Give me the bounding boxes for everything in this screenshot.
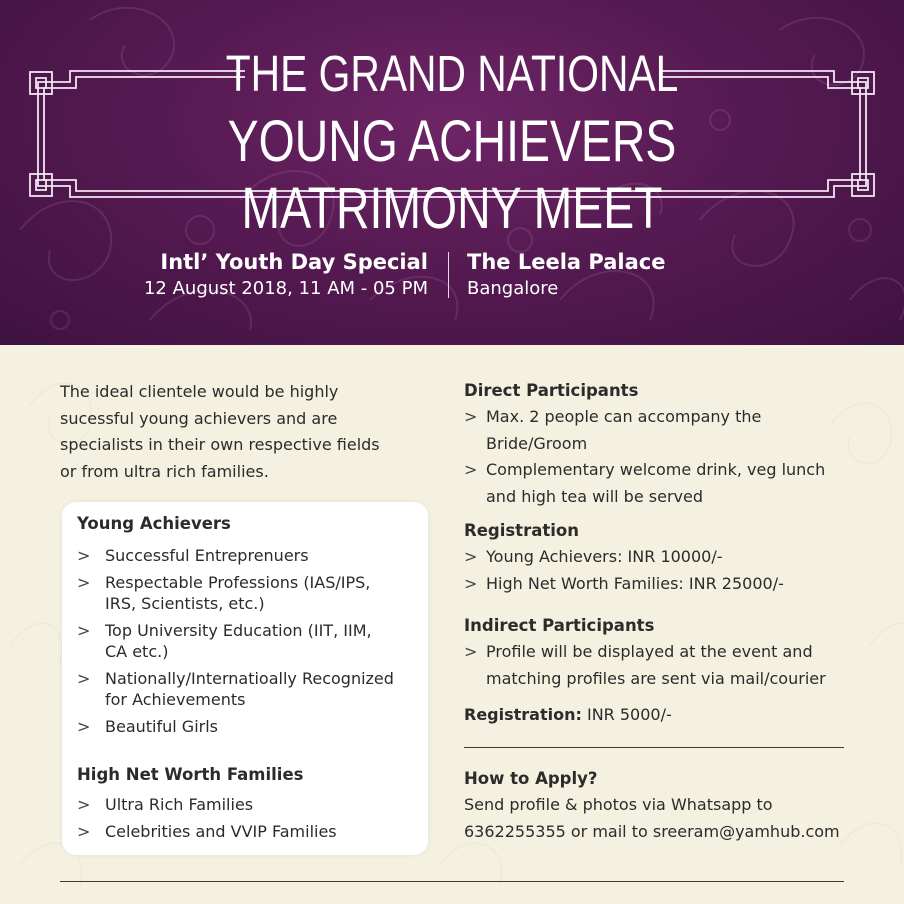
chevron-right-icon: > bbox=[464, 547, 478, 566]
list-item: > Ultra Rich Families bbox=[77, 795, 254, 814]
eligibility-card bbox=[62, 502, 428, 855]
event-occasion-block bbox=[144, 247, 428, 301]
indirect-participants-list bbox=[464, 639, 854, 692]
list-item: > Profile will be displayed at the event and matching profiles are sent via mail/courier bbox=[464, 639, 854, 692]
list-item: > Top University Education (IIT, IIM, CA etc.) bbox=[77, 621, 372, 661]
young-achievers-list bbox=[77, 545, 422, 743]
apply-instruction-line: Send profile & photos via Whatsapp to bbox=[464, 795, 773, 814]
intro-line: The ideal clientele would be highly bbox=[60, 382, 339, 401]
list-item: > High Net Worth Families: INR 25000/- bbox=[464, 571, 854, 598]
apply-contact-line: 6362255355 or mail to sreeram@yamhub.com bbox=[464, 821, 840, 841]
event-title-line-1: THE GRAND NATIONAL bbox=[225, 45, 679, 102]
indirect-participants-section bbox=[464, 613, 854, 729]
chevron-right-icon: > bbox=[77, 621, 91, 640]
chevron-right-icon: > bbox=[464, 407, 478, 426]
chevron-right-icon: > bbox=[77, 546, 91, 565]
direct-participants-heading: Direct Participants bbox=[464, 381, 639, 400]
intro-line: sucessful young achievers and are bbox=[60, 408, 338, 428]
indirect-registration-value: INR 5000/- bbox=[581, 705, 672, 724]
chevron-right-icon: > bbox=[77, 822, 91, 841]
chevron-right-icon: > bbox=[464, 460, 478, 479]
venue-city: Bangalore bbox=[467, 278, 559, 299]
chevron-right-icon: > bbox=[77, 669, 91, 688]
chevron-right-icon: > bbox=[77, 795, 91, 814]
list-item: > Complementary welcome drink, veg lunch and high tea will be served bbox=[464, 457, 854, 510]
how-to-apply-section bbox=[464, 766, 854, 845]
chevron-right-icon: > bbox=[77, 717, 91, 736]
event-venue-block bbox=[467, 247, 665, 301]
event-title-line-2: YOUNG ACHIEVERS MATRIMONY MEET bbox=[227, 109, 677, 241]
list-item: > Young Achievers: INR 10000/- bbox=[464, 544, 854, 571]
intro-paragraph bbox=[60, 379, 420, 485]
how-to-apply-heading: How to Apply? bbox=[464, 769, 598, 788]
chevron-right-icon: > bbox=[464, 573, 478, 593]
indirect-registration-label: Registration: bbox=[464, 705, 582, 724]
indirect-participants-heading: Indirect Participants bbox=[464, 616, 655, 635]
registration-list bbox=[464, 544, 854, 597]
intro-line: specialists in their own respective fields bbox=[60, 435, 380, 454]
venue-name: The Leela Palace bbox=[467, 250, 666, 274]
event-date-time: 12 August 2018, 11 AM - 05 PM bbox=[143, 278, 428, 299]
hnw-families-list bbox=[77, 794, 422, 848]
direct-participants-section bbox=[464, 378, 854, 510]
event-occasion-name: Intl’ Youth Day Special bbox=[160, 250, 428, 274]
hnw-families-heading: High Net Worth Families bbox=[77, 765, 304, 784]
header-vertical-divider bbox=[448, 252, 449, 298]
section-divider bbox=[464, 747, 844, 748]
registration-heading: Registration bbox=[464, 521, 579, 540]
chevron-right-icon: > bbox=[77, 573, 91, 592]
intro-line: or from ultra rich families. bbox=[60, 461, 269, 481]
list-item: > Successful Entreprenuers bbox=[77, 546, 309, 565]
young-achievers-heading: Young Achievers bbox=[77, 514, 231, 533]
indirect-registration-fee bbox=[464, 702, 854, 729]
list-item: > Max. 2 people can accompany the Bride/Groom bbox=[464, 404, 854, 457]
event-header-banner bbox=[0, 0, 904, 345]
list-item: > Nationally/Internatioally Recognized for Achievements bbox=[77, 669, 394, 709]
footer-divider bbox=[60, 881, 844, 882]
chevron-right-icon: > bbox=[464, 642, 478, 661]
list-item: > Respectable Professions (IAS/IPS, IRS, Scientists, etc.) bbox=[77, 573, 371, 613]
list-item: > Celebrities and VVIP Families bbox=[77, 822, 337, 841]
list-item: > Beautiful Girls bbox=[77, 717, 218, 736]
direct-participants-list bbox=[464, 404, 854, 510]
registration-section bbox=[464, 518, 854, 597]
event-details-body bbox=[0, 345, 904, 904]
